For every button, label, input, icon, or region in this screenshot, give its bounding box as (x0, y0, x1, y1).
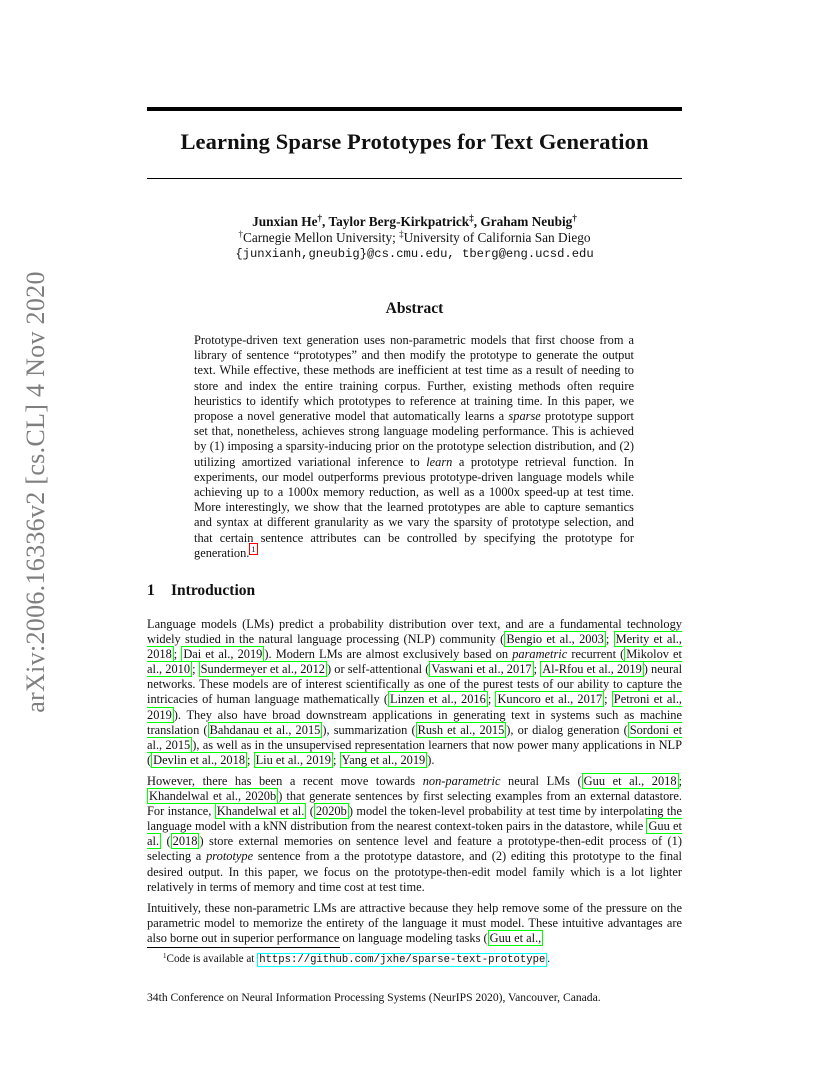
introduction-body (147, 617, 682, 952)
abstract-heading: Abstract (385, 300, 444, 317)
text-run: prototype support set that, nonetheless, achieves strong language modeling performance. This is achieved by (1) imposing a sparsity-inducing prior on the prototype selection distribution, and (2) utilizing amortized variational inference to (194, 409, 634, 469)
text-run: ) that generate sentences by first selecting examples from an external datastore. For instance, (147, 789, 682, 819)
title-bottom-rule (147, 178, 682, 179)
citation-link[interactable]: Bengio et al., 2003 (506, 632, 604, 647)
emphasis-text: learn (426, 454, 453, 469)
footnote-rule (147, 947, 340, 948)
text-run: ; (678, 773, 683, 788)
text-run: ) neural networks. These models are of interest scientifically as one of the purest tests of our ability to capture the intricacies of human language mathematically ( (147, 662, 683, 707)
text-run: sentence from a the prototype datastore, and (2) editing this prototype to the final desired output. In this paper, we focus on the prototype-then-edit model family which is a lot lighter relatively in terms of memory and time cost at test time. (147, 849, 682, 894)
arxiv-sidebar (16, 271, 56, 713)
emphasis-text: parametric (512, 647, 568, 662)
citation-link[interactable]: Devlin et al., 2018 (153, 752, 246, 767)
citation-link[interactable]: Petroni et al., 2019 (147, 692, 683, 722)
title-top-rule (147, 107, 682, 111)
footnote-url-link[interactable]: https://github.com/jxhe/sparse-text-prototype (259, 954, 546, 966)
citation-link[interactable]: Linzen et al., 2016 (390, 692, 486, 707)
text-run: Intuitively, these non-parametric LMs are attractive because they help remove some of the pressure on the parametric model to memorize the entirety of the language it must model. These intuitive advantages are also borne out in superior performance on language modeling tasks ( (147, 900, 682, 945)
text-run: ; (487, 692, 496, 707)
citation-link[interactable]: Sordoni et al., 2015 (147, 722, 683, 752)
text-run: ; (247, 752, 254, 767)
text-run: ) model the token-level probability at test time by interpolating the language model with a kNN distribution from the nearest context-token pairs in the datastore, while (147, 804, 682, 834)
citation-link[interactable]: Guu et al., 2018 (583, 773, 677, 788)
citation-link[interactable]: Khandelwal et al., 2020b (149, 789, 277, 804)
citation-link[interactable]: Rush et al., 2015 (417, 722, 505, 737)
text-run: ), summarization ( (322, 722, 416, 737)
citation-link[interactable]: Vaswani et al., 2017 (431, 662, 532, 677)
text-run: ), as well as in the unsupervised representation learners that now power many applications in NLP ( (147, 737, 682, 767)
text-run: recurrent ( (567, 647, 625, 662)
text-run: ; (192, 662, 199, 677)
author-separator: , (322, 214, 329, 229)
text-run: ). They also have broad downstream applications in generating text in systems such as machine translation ( (147, 707, 682, 737)
footnote-link[interactable]: 1 (251, 543, 256, 554)
affiliation-mark: ‡ (469, 213, 474, 223)
abstract-body (194, 333, 634, 561)
citation-link[interactable]: Bahdanau et al., 2015 (209, 722, 321, 737)
paper-title: Learning Sparse Prototypes for Text Generation (180, 129, 649, 154)
footnote-text: Code is available at (166, 953, 258, 965)
section-number: 1 (147, 582, 155, 599)
citation-link[interactable]: Guu et al. (147, 819, 682, 849)
arxiv-identifier[interactable]: arXiv:2006.16336v2 [cs.CL] 4 Nov 2020 (21, 271, 50, 713)
affiliation-mark: † (238, 229, 243, 239)
paragraph (147, 617, 682, 768)
author-emails: {junxianh,gneubig}@cs.cmu.edu, tberg@eng.ucsd.edu (235, 247, 594, 261)
section-heading-introduction (147, 582, 255, 600)
citation-link[interactable]: Dai et al., 2019 (183, 647, 263, 662)
text-run: ; (332, 752, 340, 767)
text-run: ; (533, 662, 541, 677)
text-run: ). (427, 752, 435, 767)
citation-link[interactable]: Liu et al., 2019 (255, 752, 331, 767)
citation-link[interactable]: Kuncoro et al., 2017 (497, 692, 603, 707)
affiliation-text: University of California San Diego (403, 230, 591, 245)
text-run: ; (173, 647, 182, 662)
text-run: ; (604, 692, 612, 707)
conference-note: 34th Conference on Neural Information Processing Systems (NeurIPS 2020), Vancouver, Canada. (147, 991, 601, 1004)
affiliation-mark: † (572, 213, 577, 223)
emphasis-text: prototype (206, 849, 254, 864)
author-name: Taylor Berg-Kirkpatrick (328, 214, 470, 229)
text-run: ). Modern LMs are almost exclusively based on (264, 647, 513, 662)
paragraph (147, 774, 682, 895)
footnote-mark: 1 (163, 952, 167, 960)
affiliations (147, 230, 682, 246)
text-run: ) or self-attentional ( (327, 662, 430, 677)
emphasis-text: non-parametric (422, 773, 501, 788)
author-separator: , (473, 214, 481, 229)
citation-link[interactable]: Al-Rfou et al., 2019 (542, 662, 642, 677)
text-run: Prototype-driven text generation uses non-parametric models that first choose from a library of sentence “prototypes” and then modify the prototype to generate the output text. While effective, these methods are inefficient at test time as a result of needing to store and index the entire training corpus. Further, existing methods often require heuristics to identify which prototypes to reference at training time. In this paper, we propose a novel generative model that automatically learns a (194, 333, 634, 424)
citation-link[interactable]: Khandelwal et al. (216, 804, 305, 819)
emphasis-text: sparse (508, 409, 541, 424)
affiliation-mark: ‡ (399, 229, 404, 239)
section-title: Introduction (171, 582, 256, 599)
text-run: ( (161, 834, 171, 849)
author-name: Junxian He (252, 214, 318, 229)
author-names (147, 214, 682, 230)
citation-link[interactable]: Mikolov et al., 2010 (147, 647, 683, 677)
text-run: a prototype retrieval function. In experiments, our model outperforms previous prototype-driven language models while achieving up to a 1000x memory reduction, as well as a 1000x speed-up at test time. More interestingly, we show that the learned prototypes are able to capture semantics and syntax at different granularity as we vary the sparsity of prototype selection, and that certain sentence attributes can be controlled by specifying the prototype for generation. (194, 454, 634, 560)
paragraph (147, 901, 682, 946)
text-run: ( (306, 804, 314, 819)
affiliation-mark: † (317, 213, 323, 223)
text-run: Language models (LMs) predict a probability distribution over text, and are a fundamental technology widely studied in the natural language processing (NLP) community ( (147, 617, 682, 647)
text-run: ; (605, 632, 614, 647)
citation-link[interactable]: Sundermeyer et al., 2012 (200, 662, 326, 677)
text-run: ), or dialog generation ( (506, 722, 628, 737)
citation-link[interactable]: Guu et al., (489, 930, 542, 945)
affiliation-text: Carnegie Mellon University; (242, 230, 400, 245)
citation-link[interactable]: 2020b (315, 804, 347, 819)
footnote (163, 953, 550, 966)
citation-link[interactable]: 2018 (172, 834, 198, 849)
author-name: Graham Neubig (480, 214, 573, 229)
text-run: However, there has been a recent move towards (147, 773, 423, 788)
author-block (147, 214, 682, 262)
text-run: neural LMs ( (500, 773, 582, 788)
citation-link[interactable]: Merity et al., 2018 (147, 632, 683, 662)
text-run: ) store external memories on sentence level and feature a prototype-then-edit process of (1) selecting a (147, 834, 682, 864)
footnote-end: . (547, 953, 551, 965)
citation-link[interactable]: Yang et al., 2019 (341, 752, 426, 767)
